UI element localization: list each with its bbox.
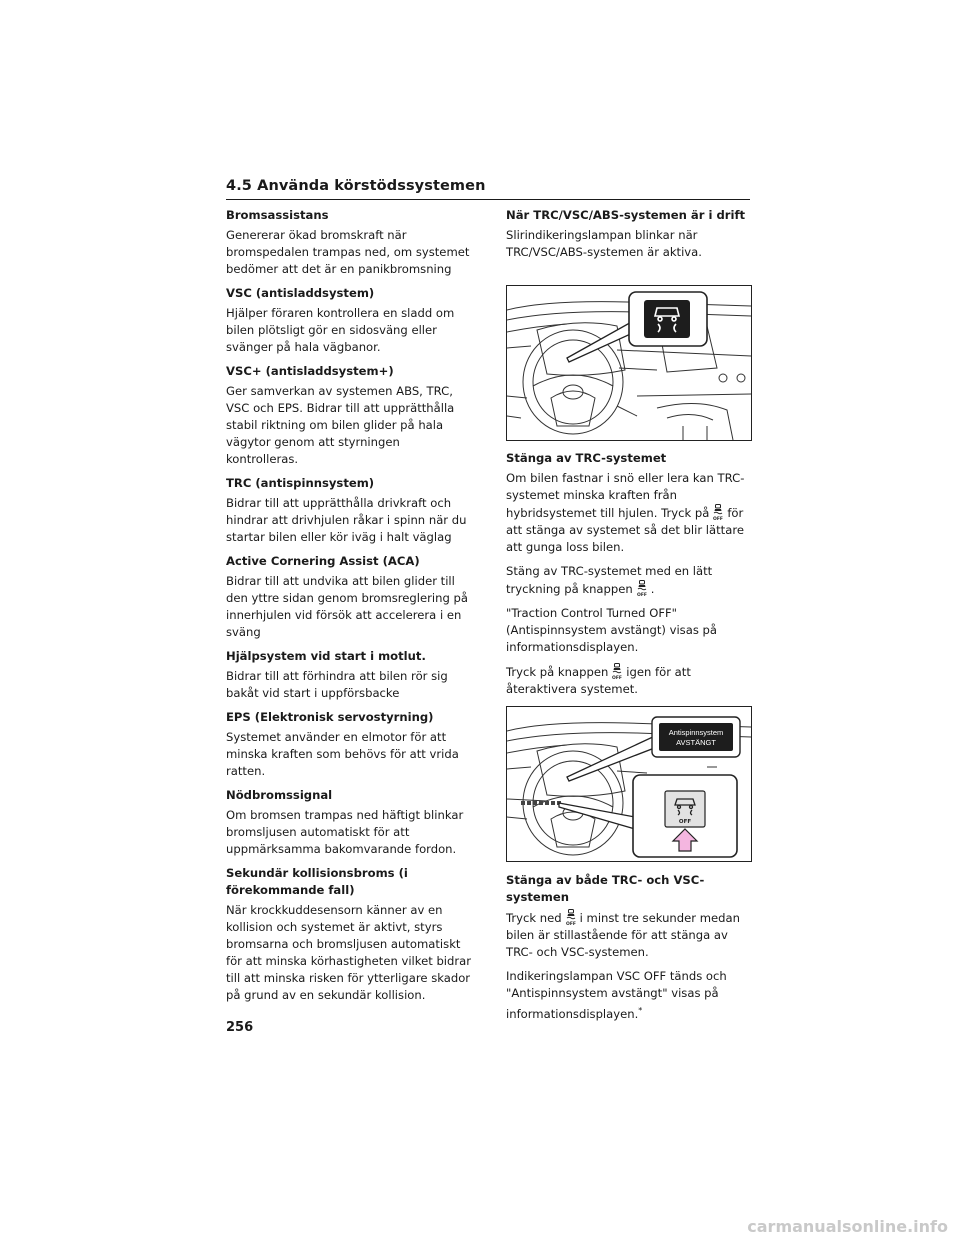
text-turn-off-trc-1 — [506, 470, 752, 556]
text-vsc: Hjälper föraren kontrollera en sladd om bilen plötsligt gör en sidosväng eller svänger på hala vägbanor. — [226, 306, 455, 354]
heading-turn-off-trc-vsc: Stänga av både TRC- och VSC-systemen — [506, 873, 705, 904]
footnote-mark: * — [638, 1006, 643, 1015]
text-fragment: Stäng av TRC-systemet med en lätt tryckning på knappen — [506, 564, 713, 596]
text-fragment: Tryck ned — [506, 911, 562, 925]
heading-vsc-plus: VSC+ (antisladdsystem+) — [226, 364, 394, 378]
right-column — [506, 207, 752, 268]
text-fragment: . — [650, 582, 655, 596]
text-turn-off-trc-2 — [506, 563, 752, 598]
text-turn-off-trc-vsc-2 — [506, 968, 752, 1023]
svg-text:OFF: OFF — [565, 922, 576, 926]
text-fragment: igen för att återaktivera systemet. — [506, 665, 691, 696]
text-fragment: Om bilen fastnar i snö eller lera kan TRC-systemet minska kraften från hybridsystemet till hjulen. Tryck på — [506, 471, 745, 520]
section-rule — [226, 199, 750, 200]
right-column-trc-vsc-off — [506, 872, 752, 1030]
left-column — [226, 207, 472, 1011]
vsc-off-button-icon — [565, 909, 577, 926]
text-aca: Bidrar till att undvika att bilen glider till den yttre sidan genom bromsreglering på innerhjulen vid försök att accelerera i en sväng — [226, 574, 468, 639]
dashboard-illustration — [507, 286, 751, 440]
text-bromsassistans: Genererar ökad bromskraft när bromspedalen trampas ned, om systemet bedömer att det är en panikbromsning — [226, 228, 470, 276]
vsc-off-button-icon — [611, 663, 623, 680]
heading-emergency-brake-signal: Nödbromssignal — [226, 788, 333, 802]
text-emergency-brake-signal: Om bromsen trampas ned häftigt blinkar bromsljusen automatiskt för att uppmärksamma bakomvarande fordon. — [226, 808, 464, 856]
dashboard-illustration — [507, 707, 751, 861]
text-trc: Bidrar till att upprätthålla drivkraft och hindrar att drivhjulen råkar i spinn när du startar bilen eller kör iväg i halt väglag — [226, 496, 467, 544]
text-fragment: Indikeringslampan VSC OFF tänds och "Antispinnsystem avstängt" visas på informationsdisplayen. — [506, 969, 727, 1021]
heading-turn-off-trc: Stänga av TRC-systemet — [506, 451, 667, 465]
display-line-2: AVSTÄNGT — [676, 738, 716, 747]
heading-systems-in-operation: När TRC/VSC/ABS-systemen är i drift — [506, 208, 746, 222]
watermark: carmanualsonline.info — [747, 1217, 948, 1236]
right-column-trc-off — [506, 450, 752, 705]
figure-slip-indicator — [506, 285, 752, 441]
text-fragment: för att stänga av systemet så det blir lättare att gunga loss bilen. — [506, 506, 744, 554]
figure-traction-off — [506, 706, 752, 862]
vsc-off-button-icon — [636, 580, 648, 597]
heading-secondary-collision-brake: Sekundär kollisionsbroms (i förekommande fall) — [226, 866, 408, 897]
text-turn-off-trc-3: "Traction Control Turned OFF" (Antispinnsystem avstängt) visas på informationsdisplayen. — [506, 606, 718, 654]
text-turn-off-trc-4 — [506, 663, 752, 698]
heading-hill-start: Hjälpsystem vid start i motlut. — [226, 649, 426, 663]
page-number: 256 — [226, 1020, 254, 1035]
text-systems-in-operation: Slirindikeringslampan blinkar när TRC/VSC/ABS-systemen är aktiva. — [506, 228, 702, 259]
heading-vsc: VSC (antisladdsystem) — [226, 286, 375, 300]
heading-aca: Active Cornering Assist (ACA) — [226, 554, 420, 568]
heading-trc: TRC (antispinnsystem) — [226, 476, 375, 490]
text-eps: Systemet använder en elmotor för att minska kraften som behövs för att vrida ratten. — [226, 730, 459, 778]
section-title: 4.5 Använda körstödssystemen — [226, 178, 486, 194]
vsc-off-button-icon — [712, 504, 724, 521]
svg-text:OFF: OFF — [713, 517, 724, 521]
text-secondary-collision-brake: När krockkuddesensorn känner av en kollision och systemet är aktivt, styrs bromsarna och bromsljusen automatiskt för att minska körhastigheten vilket bidrar till att minska risken för ytterligare skador på grund av en sekundär kollision. — [226, 903, 472, 1002]
svg-text:OFF: OFF — [636, 593, 647, 597]
heading-eps: EPS (Elektronisk servostyrning) — [226, 710, 434, 724]
button-off-label: OFF — [678, 819, 692, 825]
text-fragment: Tryck på knappen — [506, 665, 609, 679]
svg-text:OFF: OFF — [612, 676, 623, 680]
text-fragment: i minst tre sekunder medan bilen är stillastående för att stänga av TRC- och VSC-systemen. — [506, 911, 740, 959]
heading-bromsassistans: Bromsassistans — [226, 208, 329, 222]
text-vsc-plus: Ger samverkan av systemen ABS, TRC, VSC och EPS. Bidrar till att upprätthålla stabil riktning om bilen glider på hala vägytor genom att styrningen kontrolleras. — [226, 384, 455, 466]
text-turn-off-trc-vsc-1 — [506, 909, 752, 961]
text-hill-start: Bidrar till att förhindra att bilen rör sig bakåt vid start i uppförsbacke — [226, 669, 448, 700]
display-line-1: Antispinnsystem — [668, 728, 724, 737]
